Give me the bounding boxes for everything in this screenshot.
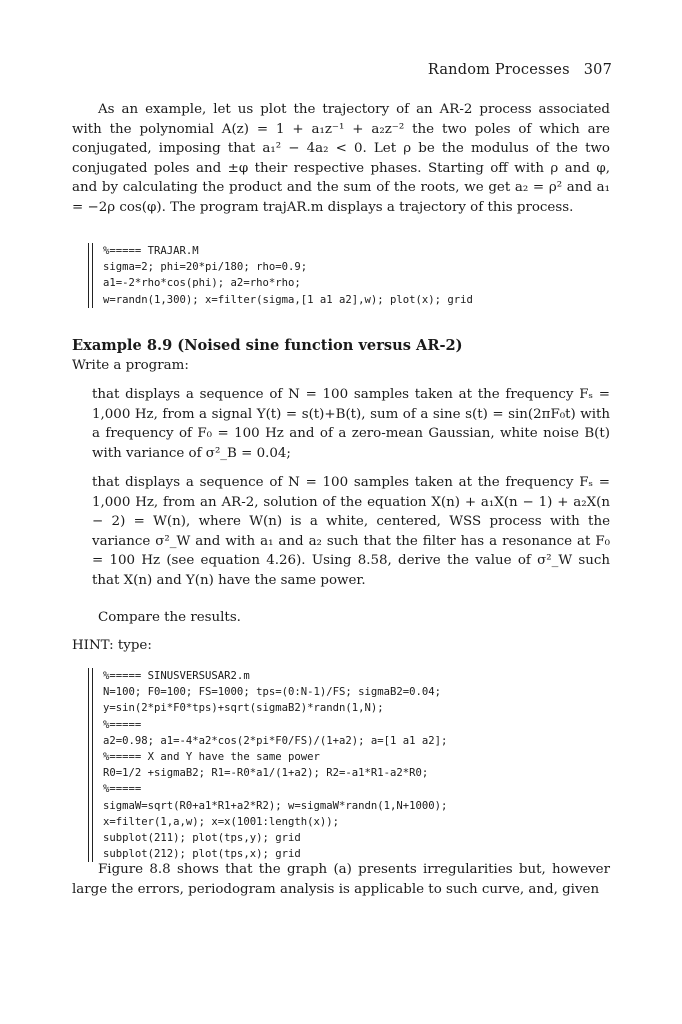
- task-2: that displays a sequence of N = 100 samples taken at the frequency Fₛ = 1,000 Hz, from an AR-2, solution of the equation X(n) + a₁X(n − 1) + a₂X(n − 2) = W(n), where W(n) is a white, centered, WSS process with the variance σ²_W and with a₁ and a₂ such that the filter has a resonance at F₀ = 100 Hz (see equation 4.26). Using 8.58, derive the value of σ²_W such that X(n) and Y(n) have the same power.: [92, 475, 610, 588]
- code-line: x=filter(1,a,w); x=x(1001:length(x));: [103, 815, 339, 828]
- code-line: sigma=2; phi=20*pi/180; rho=0.9;: [103, 261, 308, 274]
- code-line: %=====: [103, 718, 142, 731]
- code-margin-rule: [88, 668, 89, 862]
- compare-text: Compare the results.: [98, 610, 241, 625]
- running-head-title: Random Processes: [427, 62, 570, 78]
- example-lead: Write a program:: [72, 358, 189, 373]
- page-number: 307: [583, 62, 612, 78]
- code-line: %===== X and Y have the same power: [103, 751, 320, 764]
- closing-paragraph: Figure 8.8 shows that the graph (a) presents irregularities but, however large the errors, periodogram analysis is applicable to such curve, and, given: [72, 862, 610, 897]
- intro-paragraph: As an example, let us plot the trajectory of an AR-2 process associated with the polynomial A(z) = 1 + a₁z⁻¹ + a₂z⁻² the two poles of which are conjugated, imposing that a₁² − 4a₂ < 0. Let ρ be the modulus of the two conjugated poles and ±φ their respective phases. Starting off with ρ and φ, and by calculating the product and the sum of the roots, we get a₂ = ρ² and a₁ = −2ρ cos(φ). The program trajAR.m displays a trajectory of this process.: [72, 102, 610, 215]
- code-block-sinus: [92, 668, 623, 862]
- code-line: sigmaW=sqrt(R0+a1*R1+a2*R2); w=sigmaW*randn(1,N+1000);: [103, 799, 448, 812]
- running-head: [428, 62, 612, 78]
- code-line: R0=1/2 +sigmaB2; R1=-R0*a1/(1+a2); R2=-a1*R1-a2*R0;: [103, 767, 429, 780]
- code-line: %===== SINUSVERSUSAR2.m: [103, 670, 250, 682]
- code-line: subplot(212); plot(tps,x); grid: [103, 848, 301, 861]
- code-line: a2=0.98; a1=-4*a2*cos(2*pi*F0/FS)/(1+a2); a=[1 a1 a2];: [103, 734, 448, 747]
- hint-label: HINT: type:: [72, 638, 152, 653]
- code-line: w=randn(1,300); x=filter(sigma,[1 a1 a2],w); plot(x); grid: [103, 293, 473, 306]
- code-margin-rule: [88, 243, 89, 308]
- code-line: %===== TRAJAR.M: [103, 245, 199, 257]
- example-heading: Example 8.9 (Noised sine function versus AR-2): [72, 337, 463, 354]
- task-1: that displays a sequence of N = 100 samples taken at the frequency Fₛ = 1,000 Hz, from a signal Y(t) = s(t)+B(t), sum of a sine s(t) = sin(2πF₀t) with a frequency of F₀ = 100 Hz and of a zero-mean Gaussian, white noise B(t) with variance of σ²_B = 0.04;: [92, 387, 610, 461]
- code-line: %=====: [103, 783, 142, 796]
- code-line: y=sin(2*pi*F0*tps)+sqrt(sigmaB2)*randn(1,N);: [103, 702, 384, 715]
- code-line: N=100; F0=100; FS=1000; tps=(0:N-1)/FS; sigmaB2=0.04;: [103, 686, 442, 699]
- code-line: a1=-2*rho*cos(phi); a2=rho*rho;: [103, 277, 301, 290]
- code-line: subplot(211); plot(tps,y); grid: [103, 832, 301, 845]
- code-block-trajar: [92, 243, 623, 308]
